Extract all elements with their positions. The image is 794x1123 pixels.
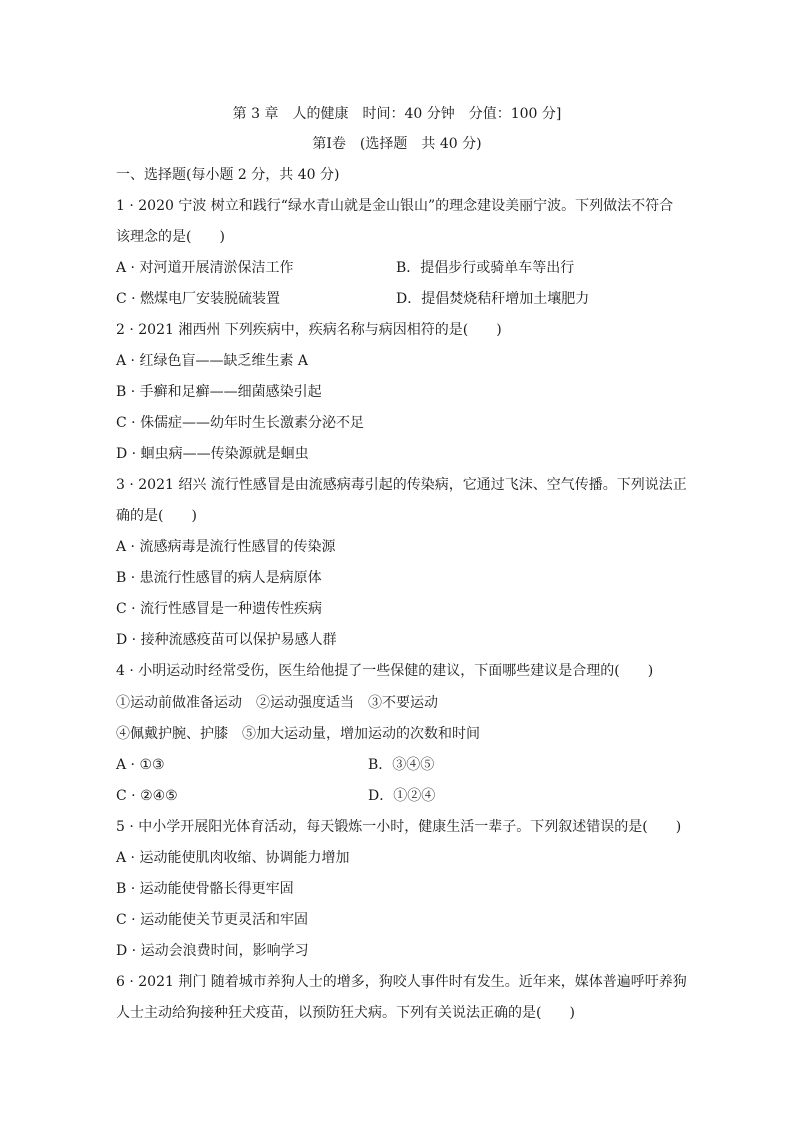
question-6-stem-line1: 6 · 2021 荆门 随着城市养狗人士的增多，狗咬人事件时有发生。近年来，媒体普遍呼吁养狗 <box>116 974 687 990</box>
question-2-stem: 2 · 2021 湘西州 下列疾病中，疾病名称与病因相符的是( ) <box>116 322 502 338</box>
section-heading: 一、选择题(每小题 2 分，共 40 分) <box>116 167 340 183</box>
question-4-option-a: A · ①③ <box>116 757 165 773</box>
question-3-option-c: C · 流行性感冒是一种遗传性疾病 <box>116 601 323 617</box>
question-5-stem: 5 · 中小学开展阳光体育活动，每天锻炼一小时，健康生活一辈子。下列叙述错误的是( ) <box>116 819 682 835</box>
question-6-stem-line2: 人士主动给狗接种狂犬疫苗，以预防狂犬病。下列有关说法正确的是( ) <box>116 1005 575 1021</box>
question-4-choices-line1: ①运动前做准备运动 ②运动强度适当 ③不要运动 <box>116 695 438 711</box>
question-4-choices-line2: ④佩戴护腕、护膝 ⑤加大运动量，增加运动的次数和时间 <box>116 726 480 742</box>
question-1-option-c: C · 燃煤电厂安装脱硫装置 <box>116 291 281 307</box>
question-3-option-d: D · 接种流感疫苗可以保护易感人群 <box>116 632 337 648</box>
question-4-option-d: D．①②④ <box>368 788 436 804</box>
question-1-stem-line2: 该理念的是( ) <box>116 229 225 245</box>
page-title: 第 3 章 人的健康 时间：40 分钟 分值：100 分] <box>232 106 562 122</box>
question-5-option-d: D · 运动会浪费时间，影响学习 <box>116 943 309 959</box>
question-5-option-c: C · 运动能使关节更灵活和牢固 <box>116 912 309 928</box>
page-subtitle: 第Ⅰ卷 (选择题 共 40 分) <box>312 136 482 152</box>
question-4-stem: 4 · 小明运动时经常受伤，医生给他提了一些保健的建议，下面哪些建议是合理的( ) <box>116 663 654 679</box>
question-3-stem-line2: 确的是( ) <box>116 508 197 524</box>
question-2-option-d: D · 蛔虫病——传染源就是蛔虫 <box>116 446 309 462</box>
question-1-option-d: D．提倡焚烧秸秆增加土壤肥力 <box>396 291 590 307</box>
question-3-option-a: A · 流感病毒是流行性感冒的传染源 <box>116 539 336 555</box>
question-2-option-c: C · 侏儒症——幼年时生长激素分泌不足 <box>116 415 365 431</box>
question-1-option-b: B．提倡步行或骑单车等出行 <box>396 260 575 276</box>
question-1-stem-line1: 1 · 2020 宁波 树立和践行“绿水青山就是金山银山”的理念建设美丽宁波。下列做法不符合 <box>116 198 674 214</box>
question-3-option-b: B · 患流行性感冒的病人是病原体 <box>116 570 322 586</box>
question-2-option-a: A · 红绿色盲——缺乏维生素 A <box>116 353 309 369</box>
question-1-option-a: A · 对河道开展清淤保洁工作 <box>116 260 294 276</box>
question-4-option-c: C · ②④⑤ <box>116 788 178 804</box>
question-4-option-b: B．③④⑤ <box>368 757 435 773</box>
question-2-option-b: B · 手癣和足癣——细菌感染引起 <box>116 384 322 400</box>
question-3-stem-line1: 3 · 2021 绍兴 流行性感冒是由流感病毒引起的传染病，它通过飞沫、空气传播。下列说法正 <box>116 477 687 493</box>
question-5-option-b: B · 运动能使骨骼长得更牢固 <box>116 881 294 897</box>
question-5-option-a: A · 运动能使肌肉收缩、协调能力增加 <box>116 850 350 866</box>
